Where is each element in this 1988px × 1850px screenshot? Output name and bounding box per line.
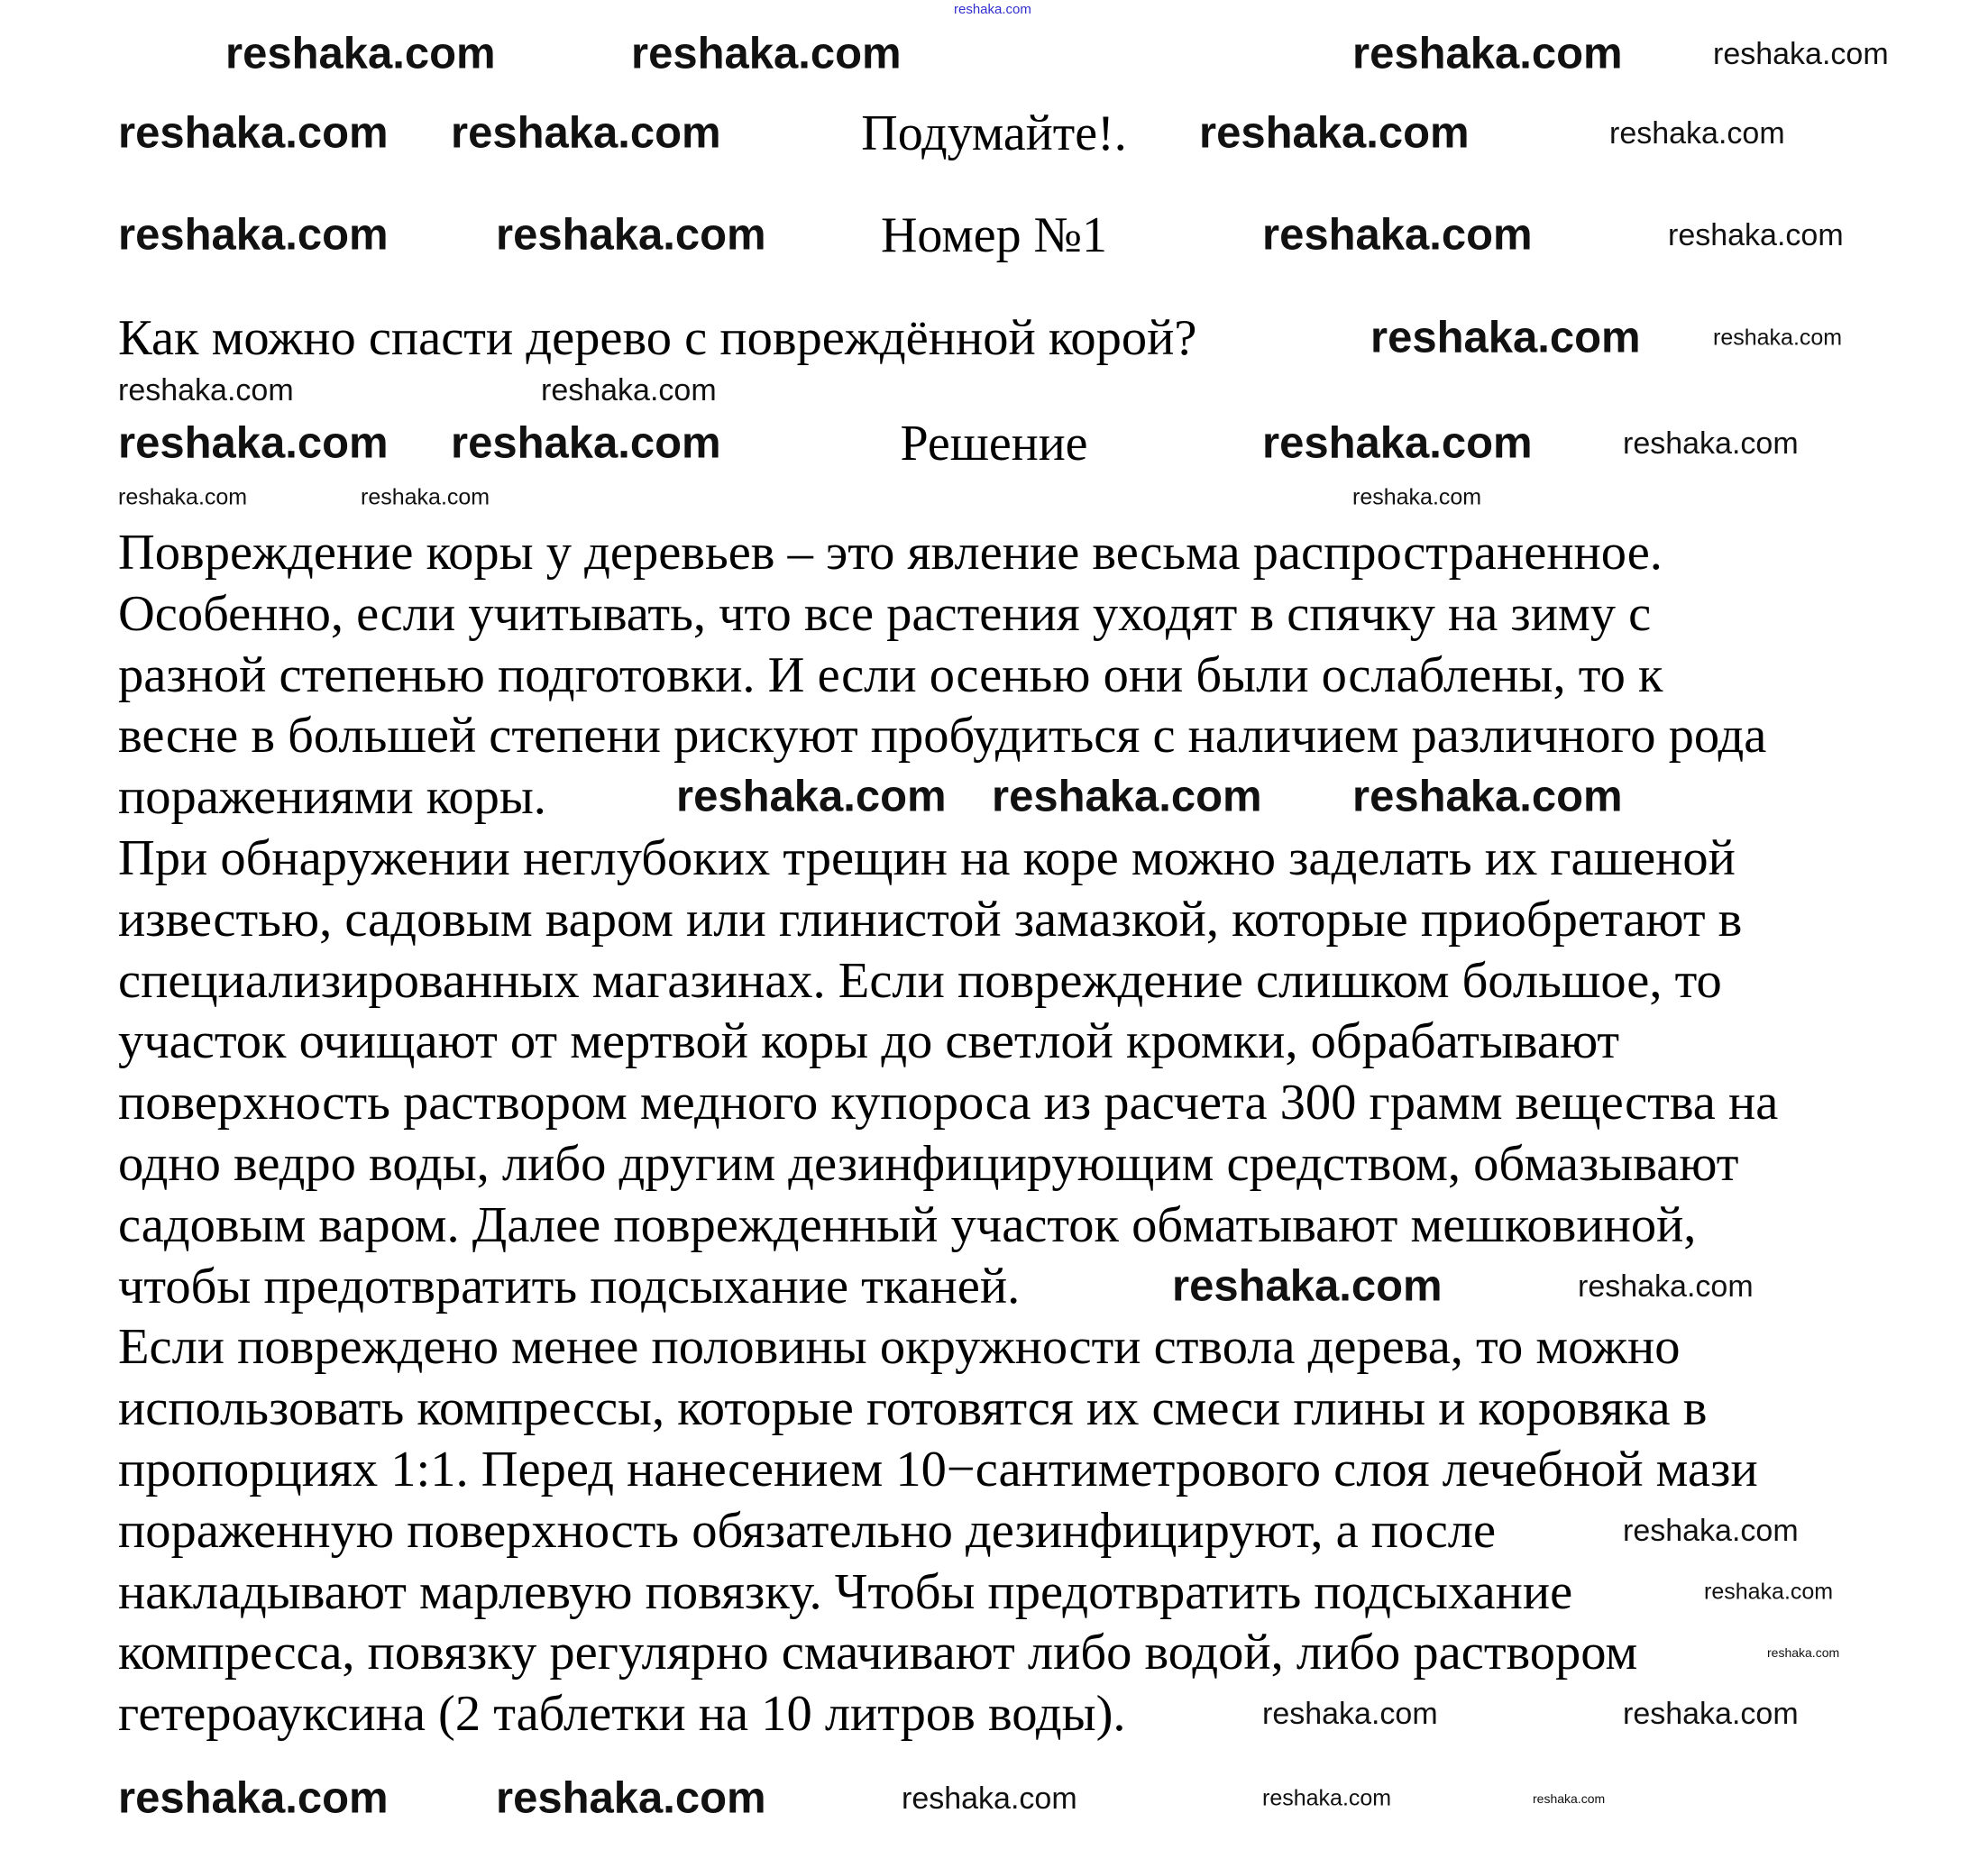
watermark: reshaka.com xyxy=(118,484,248,510)
task-number: Номер №1 xyxy=(880,207,1108,263)
watermark: reshaka.com xyxy=(118,373,294,408)
watermark: reshaka.com xyxy=(541,373,717,408)
watermark: reshaka.com xyxy=(1352,772,1623,821)
watermark: reshaka.com xyxy=(496,210,766,260)
answer-line: гетероауксина (2 таблетки на 10 литров воды). xyxy=(118,1686,1126,1743)
watermark: reshaka.com xyxy=(1713,37,1889,71)
answer-line: разной степенью подготовки. И если осенью они были ослаблены, то к xyxy=(118,646,1663,703)
answer-line: Если повреждено менее половины окружности ствола дерева, то можно xyxy=(118,1319,1681,1376)
answer-line: использовать компрессы, которые готовятся их смеси глины и коровяка в xyxy=(118,1380,1708,1437)
watermark: reshaka.com xyxy=(1609,116,1785,151)
answer-line: накладывают марлевую повязку. Чтобы предотвратить подсыхание xyxy=(118,1563,1573,1620)
answer-line: Повреждение коры у деревьев – это явление весьма распространенное. xyxy=(118,525,1663,581)
watermark: reshaka.com xyxy=(1262,1697,1438,1731)
watermark: reshaka.com xyxy=(1370,313,1641,362)
question-text: Как можно спасти дерево с повреждённой корой? xyxy=(118,310,1197,366)
answer-line: компресса, повязку регулярно смачивают либо водой, либо раствором xyxy=(118,1625,1638,1681)
watermark: reshaka.com xyxy=(631,29,902,78)
answer-line: известью, садовым варом или глинистой замазкой, которые приобретают в xyxy=(118,891,1743,948)
answer-line: специализированных магазинах. Если повреждение слишком большое, то xyxy=(118,952,1722,1009)
watermark: reshaka.com xyxy=(118,418,389,468)
watermark: reshaka.com xyxy=(1623,1514,1799,1548)
watermark: reshaka.com xyxy=(1623,1697,1799,1731)
watermark: reshaka.com xyxy=(1623,426,1799,461)
watermark: reshaka.com xyxy=(1713,325,1843,351)
page-title: Подумайте!. xyxy=(861,105,1127,161)
watermark: reshaka.com xyxy=(118,1773,389,1823)
watermark: reshaka.com xyxy=(676,772,947,821)
watermark: reshaka.com xyxy=(361,484,490,510)
watermark: reshaka.com xyxy=(118,210,389,260)
watermark: reshaka.com xyxy=(1172,1261,1443,1311)
answer-line: Особенно, если учитывать, что все растения уходят в спячку на зиму с xyxy=(118,585,1652,642)
watermark: reshaka.com xyxy=(118,108,389,158)
watermark: reshaka.com xyxy=(1668,218,1844,252)
watermark: reshaka.com xyxy=(1262,210,1533,260)
watermark: reshaka.com xyxy=(451,108,721,158)
watermark: reshaka.com xyxy=(1767,1645,1840,1660)
watermark: reshaka.com xyxy=(1578,1269,1754,1304)
watermark: reshaka.com xyxy=(496,1773,766,1823)
watermark: reshaka.com xyxy=(1262,418,1533,468)
watermark: reshaka.com xyxy=(1352,29,1623,78)
answer-line: участок очищают от мертвой коры до светлой кромки, обрабатывают xyxy=(118,1013,1620,1070)
answer-line: садовым варом. Далее поврежденный участок обматывают мешковиной, xyxy=(118,1196,1697,1253)
answer-line: пропорциях 1:1. Перед нанесением 10−сантиметрового слоя лечебной мази xyxy=(118,1442,1758,1497)
watermark: reshaka.com xyxy=(1352,484,1482,510)
answer-line: весне в большей степени рискуют пробудиться с наличием различного рода xyxy=(118,708,1767,765)
answer-line: чтобы предотвратить подсыхание тканей. xyxy=(118,1258,1021,1314)
watermark: reshaka.com xyxy=(225,29,496,78)
answer-line: одно ведро воды, либо другим дезинфицирующим средством, обмазывают xyxy=(118,1136,1739,1192)
watermark: reshaka.com xyxy=(1533,1791,1606,1806)
watermark: reshaka.com xyxy=(1262,1785,1392,1811)
top-site-link[interactable]: reshaka.com xyxy=(954,2,1031,17)
watermark: reshaka.com xyxy=(1704,1579,1834,1605)
answer-line: При обнаружении неглубоких трещин на коре можно заделать их гашеной xyxy=(118,830,1736,886)
answer-line: поражениями коры. xyxy=(118,769,546,826)
watermark: reshaka.com xyxy=(451,418,721,468)
watermark: reshaka.com xyxy=(902,1781,1077,1816)
watermark: reshaka.com xyxy=(992,772,1262,821)
answer-line: пораженную поверхность обязательно дезинфицируют, а после xyxy=(118,1502,1497,1559)
answer-line: поверхность раствором медного купороса из расчета 300 грамм вещества на xyxy=(118,1075,1779,1131)
watermark: reshaka.com xyxy=(1199,108,1470,158)
solution-heading: Решение xyxy=(900,416,1088,472)
